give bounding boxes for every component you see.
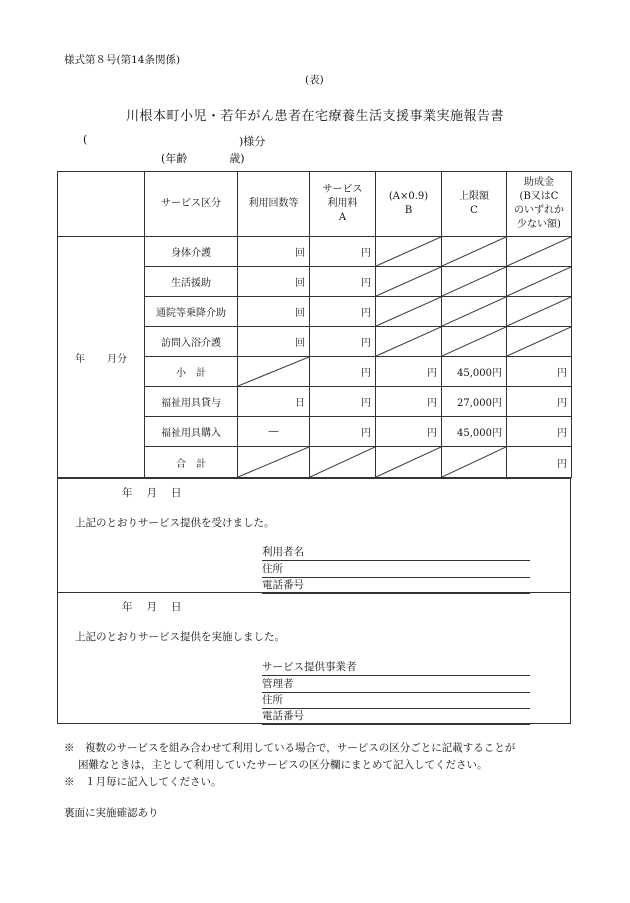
document-title: 川根本町小児・若年がん患者在宅療養生活支援事業実施報告書 [125, 109, 504, 124]
service-name: 福祉用具貸与 [145, 387, 238, 417]
period-month: 月分 [107, 353, 127, 365]
period-cell [58, 237, 145, 478]
diagonal-cell [442, 327, 507, 357]
header-grant-line4: 少ない額) [517, 219, 561, 230]
diagonal-cell [442, 267, 507, 297]
header-b [376, 172, 442, 237]
grant-unit: 円 [507, 417, 572, 447]
age-unit: 歳) [229, 152, 245, 165]
diagonal-cell [376, 237, 442, 267]
service-name-total: 合 計 [145, 447, 238, 478]
header-grant [507, 172, 572, 237]
box1-date-year: 年 [122, 487, 133, 499]
box1-date-month: 月 [146, 487, 157, 499]
user-name-field[interactable]: 利用者名 [262, 546, 530, 561]
usage-dash: ― [238, 417, 310, 447]
service-name: 通院等乗降介助 [145, 297, 238, 327]
b-unit: 円 [376, 357, 442, 387]
limit-amount: 27,000円 [442, 387, 507, 417]
grant-unit: 円 [507, 447, 572, 478]
user-address-field[interactable]: 住所 [262, 563, 530, 578]
box2-date-year: 年 [122, 601, 133, 613]
b-unit: 円 [376, 417, 442, 447]
side-label: (表) [305, 74, 324, 86]
header-fee-line1: サービス [322, 184, 363, 195]
grant-unit: 円 [507, 387, 572, 417]
fee-unit: 円 [310, 297, 376, 327]
box1-statement: 上記のとおりサービス提供を受けました。 [75, 517, 275, 529]
diagonal-cell [442, 297, 507, 327]
diagonal-cell [376, 327, 442, 357]
header-grant-line3: のいずれか [514, 205, 564, 216]
diagonal-cell [507, 327, 572, 357]
service-name: 生活援助 [145, 267, 238, 297]
recipient-name-open: ( [83, 133, 88, 146]
usage-unit: 回 [238, 327, 310, 357]
service-name-subtotal: 小 計 [145, 357, 238, 387]
usage-unit: 回 [238, 237, 310, 267]
header-c-line2: C [470, 205, 478, 216]
box1-date [122, 485, 182, 500]
usage-unit: 回 [238, 297, 310, 327]
manager-field[interactable]: 管理者 [262, 678, 530, 693]
box2-date-day: 日 [171, 601, 182, 613]
diagonal-cell [507, 237, 572, 267]
provider-phone-field[interactable]: 電話番号 [262, 710, 530, 725]
recipient-confirmation-box [57, 478, 571, 593]
provider-name-field[interactable]: サービス提供事業者 [262, 661, 530, 676]
usage-unit: 日 [238, 387, 310, 417]
header-b-line1: (A×0.9) [388, 191, 429, 202]
age-line [161, 150, 245, 166]
header-service-fee [310, 172, 376, 237]
b-unit: 円 [376, 387, 442, 417]
age-open: (年齢 [161, 152, 188, 165]
fee-unit: 円 [310, 327, 376, 357]
limit-amount: 45,000円 [442, 357, 507, 387]
box2-statement: 上記のとおりサービス提供を実施しました。 [75, 631, 285, 643]
note-1-line-2: 困難なときは，主として利用していたサービスの区分欄にまとめて記入してください。 [78, 759, 488, 771]
period-year: 年 [75, 353, 85, 365]
diagonal-cell [310, 447, 376, 478]
limit-amount: 45,000円 [442, 417, 507, 447]
header-usage-count: 利用回数等 [238, 172, 310, 237]
header-c-line1: 上限額 [459, 191, 489, 202]
header-c [442, 172, 507, 237]
box2-date-month: 月 [146, 601, 157, 613]
fee-unit: 円 [310, 237, 376, 267]
service-name: 身体介護 [145, 237, 238, 267]
header-grant-line2: (B又はC [519, 191, 559, 202]
diagonal-cell [376, 447, 442, 478]
diagonal-cell [238, 357, 310, 387]
header-fee-line2: 利用料 [327, 198, 358, 209]
diagonal-cell [442, 237, 507, 267]
header-grant-line1: 助成金 [524, 177, 554, 188]
provider-address-field[interactable]: 住所 [262, 694, 530, 709]
diagonal-cell [238, 447, 310, 478]
fee-unit: 円 [310, 417, 376, 447]
provider-confirmation-box [57, 592, 571, 724]
header-b-line2: B [404, 205, 413, 216]
back-side-note: 裏面に実施確認あり [64, 807, 159, 819]
diagonal-cell [507, 267, 572, 297]
grant-unit: 円 [507, 357, 572, 387]
fee-unit: 円 [310, 267, 376, 297]
user-phone-field[interactable]: 電話番号 [262, 579, 530, 594]
diagonal-cell [376, 267, 442, 297]
box1-date-day: 日 [171, 487, 182, 499]
service-name: 訪問入浴介護 [145, 327, 238, 357]
fee-unit: 円 [310, 387, 376, 417]
diagonal-cell [376, 297, 442, 327]
box2-date [122, 599, 182, 614]
header-blank [58, 172, 145, 237]
diagonal-cell [507, 297, 572, 327]
note-2: ※ １月毎に記入してください。 [64, 776, 222, 788]
header-service-type: サービス区分 [145, 172, 238, 237]
usage-unit: 回 [238, 267, 310, 297]
diagonal-cell [442, 447, 507, 478]
note-1-line-1: ※ 複数のサービスを組み合わせて利用している場合で，サービスの区分ごとに記載することが [64, 742, 516, 754]
form-number: 様式第８号(第14条関係) [64, 54, 181, 66]
service-name: 福祉用具購入 [145, 417, 238, 447]
fee-unit: 円 [310, 357, 376, 387]
recipient-name-close: )様分 [239, 135, 266, 148]
service-report-table [57, 171, 572, 478]
header-fee-line3: A [338, 212, 347, 223]
